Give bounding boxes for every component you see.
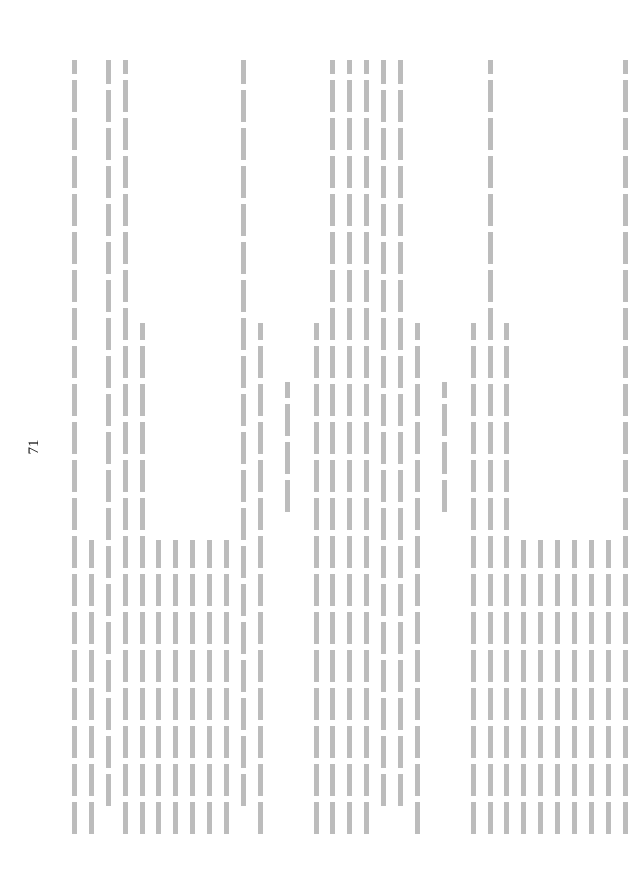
unread-formula-placeholder	[285, 382, 290, 512]
unread-text-placeholder	[589, 540, 594, 834]
unread-text-placeholder	[330, 60, 335, 834]
text-line-unread	[235, 60, 251, 834]
unread-text-placeholder	[190, 540, 195, 834]
unread-text-placeholder	[106, 60, 111, 806]
text-line-unread	[134, 60, 150, 834]
unread-text-placeholder	[538, 540, 543, 834]
text-line-unread	[465, 60, 481, 834]
unread-text-placeholder	[521, 540, 526, 834]
unread-text-placeholder	[364, 60, 369, 834]
unread-text-placeholder	[381, 60, 386, 806]
unread-text-placeholder	[555, 540, 560, 834]
text-line-unread	[117, 60, 133, 834]
unread-text-placeholder	[623, 60, 628, 834]
unread-text-placeholder	[241, 60, 246, 806]
text-line-unread	[324, 60, 340, 834]
text-line-unread	[532, 60, 548, 834]
document-body	[66, 60, 640, 834]
unread-text-placeholder	[504, 323, 509, 834]
unread-text-placeholder	[72, 60, 77, 834]
unread-formula-placeholder	[442, 382, 447, 512]
unread-text-placeholder	[156, 540, 161, 834]
text-line-unread	[308, 60, 324, 834]
unread-text-placeholder	[347, 60, 352, 834]
text-line-unread	[341, 60, 357, 834]
text-line-unread	[358, 60, 374, 834]
text-line-unread	[583, 60, 599, 834]
text-line-unread	[409, 60, 425, 834]
unread-text-placeholder	[488, 60, 493, 834]
unread-text-placeholder	[207, 540, 212, 834]
text-line-unread	[549, 60, 565, 834]
text-line-unread	[634, 60, 640, 834]
unread-text-placeholder	[314, 323, 319, 834]
text-line-unread	[252, 60, 268, 834]
unread-text-placeholder	[224, 540, 229, 834]
text-line-unread	[83, 60, 99, 834]
formula-line-unread	[426, 60, 464, 834]
text-line-unread	[392, 60, 408, 834]
text-line-unread	[375, 60, 391, 834]
unread-text-placeholder	[606, 540, 611, 834]
text-line-unread	[617, 60, 633, 834]
text-line-unread	[184, 60, 200, 834]
unread-text-placeholder	[398, 60, 403, 806]
unread-text-placeholder	[123, 60, 128, 834]
text-line-unread	[515, 60, 531, 834]
formula-line-unread	[269, 60, 307, 834]
unread-text-placeholder	[89, 540, 94, 834]
text-line-unread	[150, 60, 166, 834]
text-line-unread	[201, 60, 217, 834]
text-line-unread	[498, 60, 514, 834]
text-line-unread	[100, 60, 116, 834]
text-line-unread	[566, 60, 582, 834]
unread-text-placeholder	[415, 323, 420, 834]
text-line-unread	[482, 60, 498, 834]
unread-text-placeholder	[471, 323, 476, 834]
text-line-unread	[218, 60, 234, 834]
text-line-unread	[600, 60, 616, 834]
text-line-unread	[66, 60, 82, 834]
unread-text-placeholder	[258, 323, 263, 834]
unread-text-placeholder	[140, 323, 145, 834]
text-line-unread	[167, 60, 183, 834]
unread-text-placeholder	[572, 540, 577, 834]
page-number: 71	[26, 439, 42, 455]
unread-text-placeholder	[173, 540, 178, 834]
